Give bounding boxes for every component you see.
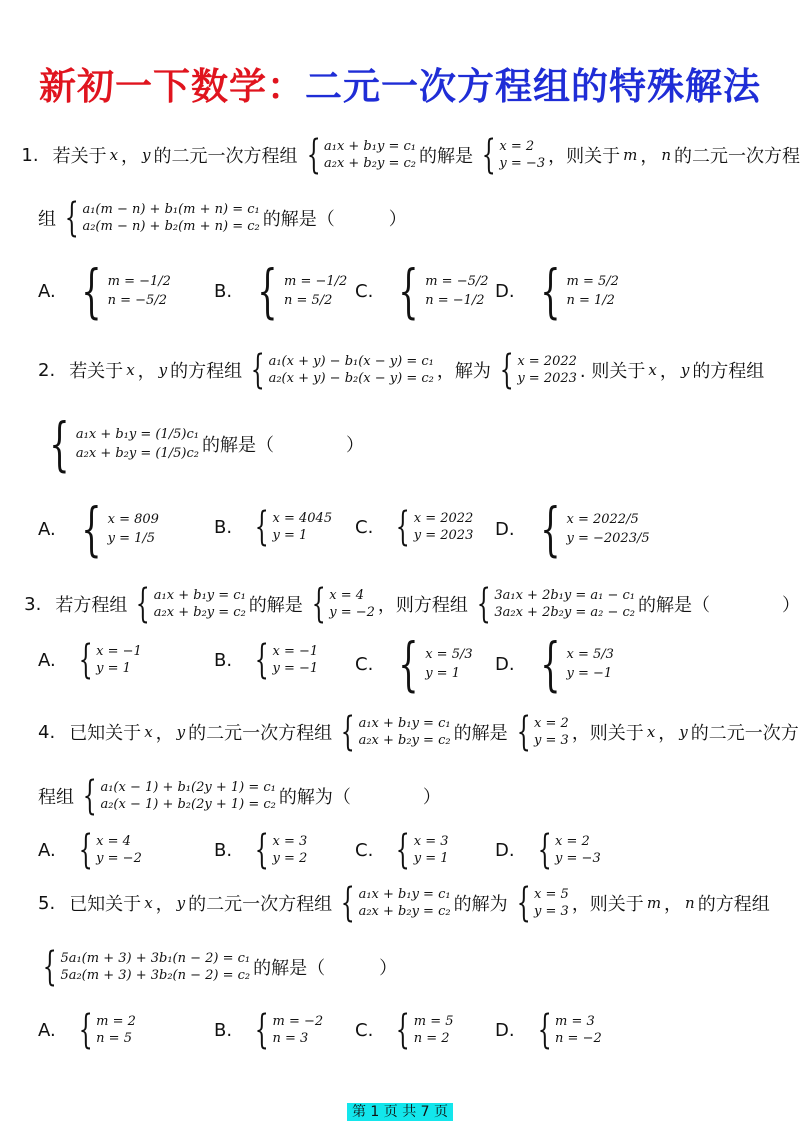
question-text: 程组 <box>38 787 74 808</box>
equation-system: { a₁x + b₁y = c₁ a₂x + b₂y = c₂ <box>340 880 451 926</box>
question-4-line-2 <box>0 756 800 836</box>
option-d[interactable]: D. { x = 2022/5 y = −2023/5 <box>495 495 650 563</box>
separator: ， <box>121 146 140 167</box>
question-text: . 则关于 <box>579 361 646 382</box>
equation-system: { a₁x + b₁y = c₁ a₂x + b₂y = c₂ <box>306 132 416 178</box>
question-text: 组 <box>38 209 56 230</box>
separator: ， <box>155 894 174 915</box>
option-a[interactable]: A. { x = −1 y = 1 <box>38 637 142 683</box>
question-text: 已知关于 <box>69 723 142 744</box>
option-d[interactable]: D. { m = 5/2 n = 1/2 <box>495 257 619 325</box>
solution-system: { x = 2022 y = 2023 <box>499 347 577 393</box>
equation-system: { a₁x + b₁y = c₁ a₂x + b₂y = c₂ <box>136 581 246 627</box>
question-text: 的方程组 <box>692 361 765 382</box>
option-a[interactable]: A. { m = −1/2 n = −5/2 <box>38 257 171 325</box>
option-c[interactable]: C. { x = 2022 y = 2023 <box>355 504 474 550</box>
question-text: ，则方程组 <box>377 595 468 616</box>
question-text: 的解为 <box>453 894 508 915</box>
question-text: 的解是 <box>248 595 303 616</box>
option-c[interactable]: C. { m = 5 n = 2 <box>355 1007 454 1053</box>
variable: n <box>685 894 695 912</box>
option-b[interactable]: B. { x = 3 y = 2 <box>214 827 308 873</box>
separator: ， <box>137 361 156 382</box>
question-text: 已知关于 <box>69 894 142 915</box>
variable: x <box>109 146 119 164</box>
option-a[interactable]: A. { x = 4 y = −2 <box>38 827 142 873</box>
variable: y <box>176 723 186 741</box>
variable: m <box>646 894 662 912</box>
equation-system: { 5a₁(m + 3) + 3b₁(n − 2) = c₁ 5a₂(m + 3) + 3b₂(n − 2) = c₂ <box>42 944 251 990</box>
option-a[interactable]: A. { m = 2 n = 5 <box>38 1007 136 1053</box>
option-d[interactable]: D. { x = 2 y = −3 <box>495 827 601 873</box>
option-d[interactable]: D. { x = 5/3 y = −1 <box>495 630 614 698</box>
separator: ， <box>640 146 659 167</box>
title-blue-part: 二元一次方程组的特殊解法 <box>305 64 761 108</box>
question-2-line-2 <box>0 404 800 484</box>
option-c[interactable]: C. { x = 5/3 y = 1 <box>355 630 473 698</box>
question-text: 的二元一次方 <box>690 723 799 744</box>
variable: y <box>142 146 151 164</box>
equation-system: { a₁(x + y) − b₁(x − y) = c₁ a₂(x + y) − b₂(x − y) = c₂ <box>250 347 434 393</box>
option-b[interactable]: B. { x = −1 y = −1 <box>214 637 319 683</box>
question-text: ，则关于 <box>571 723 644 744</box>
variable: x <box>648 361 657 379</box>
question-1-line-2 <box>0 178 800 258</box>
equation-system: { 3a₁x + 2b₁y = a₁ − c₁ 3a₂x + 2b₂y = a₂ − c₂ <box>476 581 635 627</box>
variable: x <box>126 361 135 379</box>
question-text: 的二元一次方程 <box>674 146 800 167</box>
solution-system: { x = 5 y = 3 <box>516 880 569 926</box>
solution-system: { x = 2 y = −3 <box>481 132 546 178</box>
option-b[interactable]: B. { m = −1/2 n = 5/2 <box>214 257 348 325</box>
question-text: 若方程组 <box>55 595 128 616</box>
question-text: ，则关于 <box>548 146 621 167</box>
equation-system: { a₁(x − 1) + b₁(2y + 1) = c₁ a₂(x − 1) + b₂(2y + 1) = c₂ <box>82 773 276 819</box>
question-text: 若关于 <box>52 146 107 167</box>
question-text: 的解是（ ） <box>262 209 407 230</box>
variable: n <box>661 146 671 164</box>
option-a[interactable]: A. { x = 809 y = 1/5 <box>38 495 159 563</box>
separator: ， <box>664 894 683 915</box>
equation-system: { a₁x + b₁y = c₁ a₂x + b₂y = c₂ <box>340 709 451 755</box>
option-b[interactable]: B. { m = −2 n = 3 <box>214 1007 324 1053</box>
question-text: 的解是 <box>418 146 473 167</box>
title-red-part: 新初一下数学： <box>39 64 305 108</box>
variable: x <box>144 723 153 741</box>
question-number: 4. <box>38 721 56 743</box>
question-text: 的解是（ ） <box>201 435 364 456</box>
variable: y <box>680 361 690 379</box>
question-number: 5. <box>38 892 56 914</box>
question-text: 的方程组 <box>697 894 770 915</box>
question-text: 的二元一次方程组 <box>153 146 298 167</box>
question-number: 3. <box>24 593 42 615</box>
question-text: 的解是 <box>453 723 508 744</box>
solution-system: { x = 4 y = −2 <box>311 581 375 627</box>
page-title <box>0 56 800 110</box>
option-d[interactable]: D. { m = 3 n = −2 <box>495 1007 602 1053</box>
separator: ， <box>659 361 678 382</box>
solution-system: { x = 2 y = 3 <box>516 709 569 755</box>
equation-system: { a₁(m − n) + b₁(m + n) = c₁ a₂(m − n) + b₂(m + n) = c₂ <box>64 195 260 241</box>
page-footer <box>0 1101 800 1121</box>
question-text: 若关于 <box>69 361 124 382</box>
question-text: ，则关于 <box>571 894 644 915</box>
option-c[interactable]: C. { m = −5/2 n = −1/2 <box>355 257 489 325</box>
equation-system: { a₁x + b₁y = (1/5)c₁ a₂x + b₂y = (1/5)c₂ <box>49 410 199 478</box>
question-number: 2. <box>38 359 56 381</box>
variable: m <box>623 146 638 164</box>
separator: ， <box>658 723 677 744</box>
question-text: 的二元一次方程组 <box>188 723 333 744</box>
question-text: 的解为（ ） <box>278 787 441 808</box>
question-number: 1. <box>21 144 39 166</box>
variable: y <box>176 894 186 912</box>
variable: x <box>646 723 656 741</box>
question-text: 的方程组 <box>170 361 243 382</box>
variable: y <box>158 361 168 379</box>
question-text: ，解为 <box>436 361 491 382</box>
option-c[interactable]: C. { x = 3 y = 1 <box>355 827 449 873</box>
question-text: 的解是（ ） <box>638 595 800 616</box>
page-number-badge: 第 1 页 共 7 页 <box>347 1103 453 1121</box>
question-text: 的二元一次方程组 <box>188 894 333 915</box>
variable: y <box>679 723 688 741</box>
variable: x <box>144 894 153 912</box>
question-5-line-2 <box>0 927 800 1007</box>
separator: ， <box>155 723 174 744</box>
option-b[interactable]: B. { x = 4045 y = 1 <box>214 504 333 550</box>
question-text: 的解是（ ） <box>253 958 398 979</box>
question-2-line-1 <box>0 330 800 410</box>
